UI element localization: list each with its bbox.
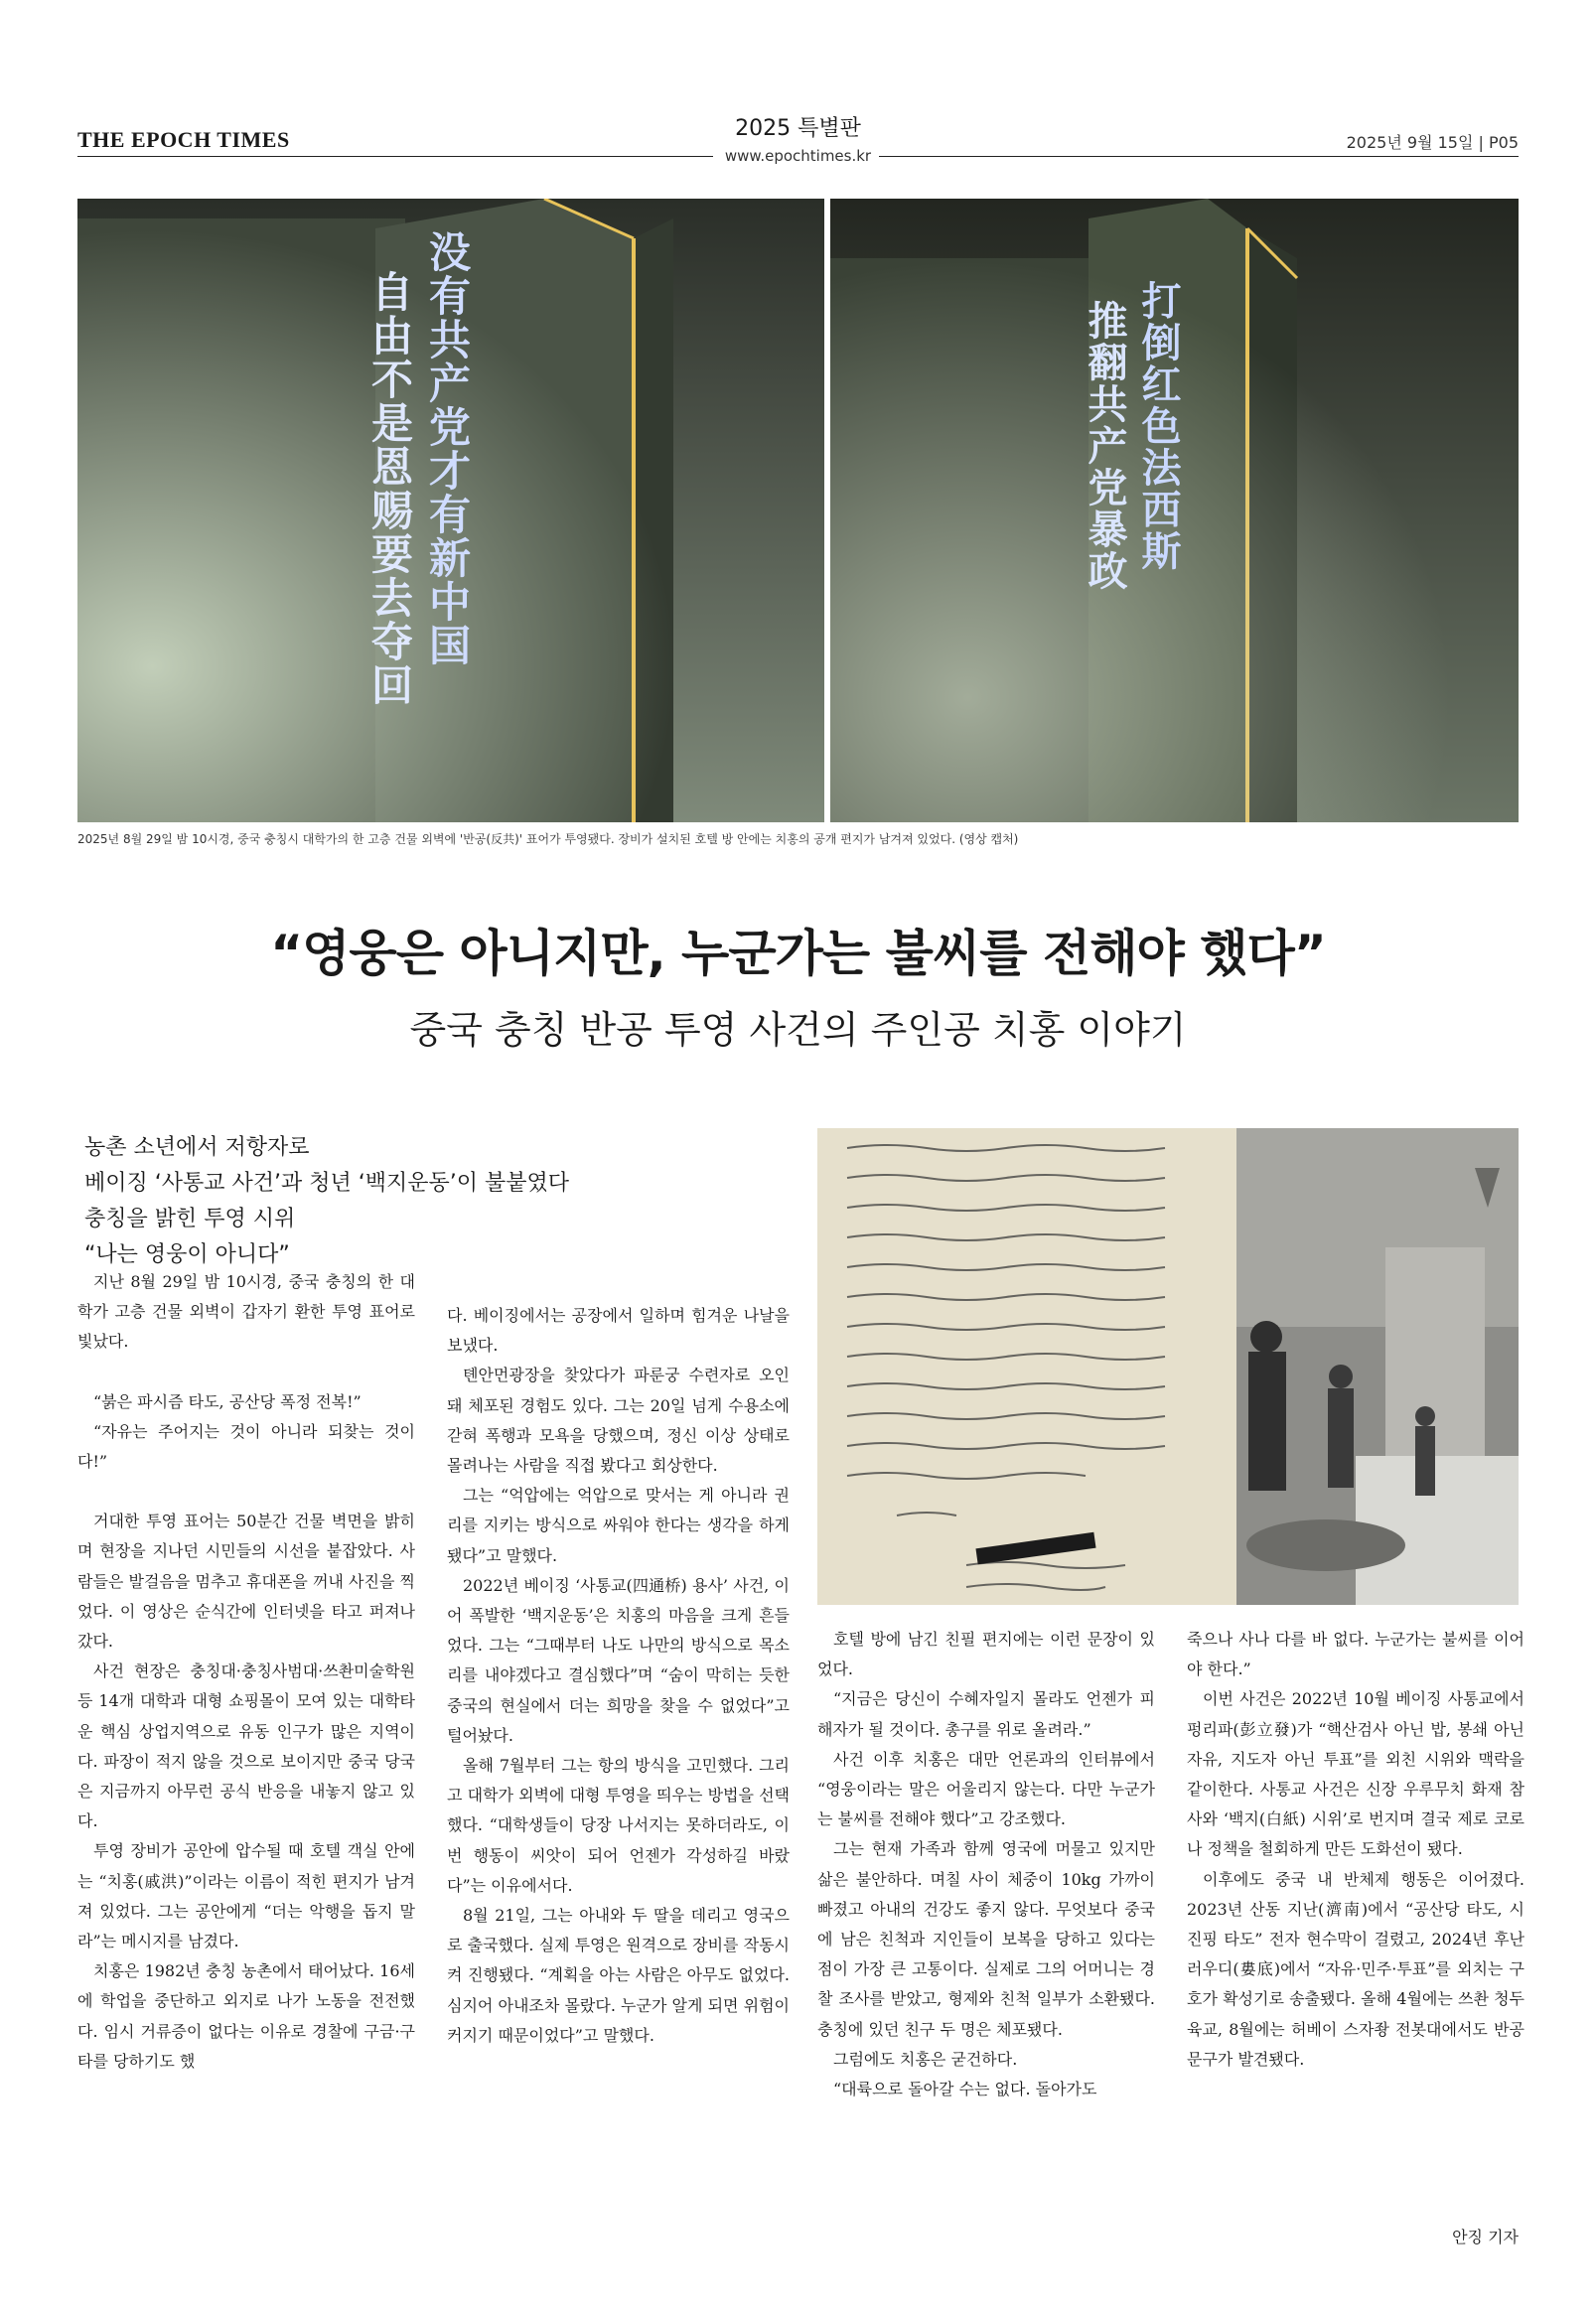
- summary-line: “나는 영웅이 아니다”: [84, 1242, 290, 1267]
- projected-text-left: [326, 230, 524, 767]
- paragraph: 8월 21일, 그는 아내와 두 딸을 데리고 영국으로 출국했다. 실제 투영은 원격으로 장비를 작동시켜 진행됐다. “계획을 아는 사람은 아무도 없었다. 심지어 아내조차 몰랐다. 누군가 알게 되면 위험이 커지기 때문이었다”고 말했다.: [447, 1906, 790, 2045]
- paragraph: 2022년 베이징 ‘사통교(四通桥) 용사’ 사건, 이어 폭발한 ‘백지운동’은 치홍의 마음을 크게 흔들었다. 그는 “그때부터 나도 나만의 방식으로 목소리를 내야겠다고 결심했다”며 “숨이 막히는 듯한 중국의 현실에서 더는 희망을 찾을 수 없었다”고 털어놨다.: [447, 1575, 790, 1745]
- site-url[interactable]: www.epochtimes.kr: [724, 147, 872, 165]
- paragraph: 다. 베이징에서는 공장에서 일하며 힘겨운 나날을 보냈다.: [447, 1306, 790, 1356]
- banner-left-line1: 没有共产党才有新中国: [423, 230, 472, 667]
- banner-left-line2: 自由不是恩赐要去夺回: [365, 270, 414, 707]
- paragraph: 투영 장비가 공안에 압수될 때 호텔 객실 안에는 “치홍(戚洪)”이라는 이름이 적힌 편지가 남겨져 있었다. 그는 공안에게 “더는 악행을 돕지 말라”는 메시지를 남겼다.: [77, 1841, 415, 1951]
- banner-right-line2: 推翻共产党暴政: [1082, 300, 1127, 592]
- article-column-1: [77, 1267, 415, 2077]
- paragraph: 거대한 투영 표어는 50분간 건물 벽면을 밝히며 현장을 지나던 시민들의 시선을 붙잡았다. 사람들은 발걸음을 멈추고 휴대폰을 꺼내 사진을 찍었다. 이 영상은 순식간에 인터넷을 타고 퍼져나갔다.: [77, 1512, 415, 1652]
- headline: “영웅은 아니지만, 누군가는 불씨를 전해야 했다”: [270, 925, 1326, 982]
- article-column-4: [1187, 1625, 1524, 2075]
- paragraph: 그럼에도 치홍은 굳건하다.: [833, 2049, 1018, 2069]
- subheadline: 중국 충칭 반공 투영 사건의 주인공 치홍 이야기: [409, 1008, 1187, 1052]
- paragraph: 그는 “억압에는 억압으로 맞서는 게 아니라 권리를 지키는 방식으로 싸워야 한다는 생각을 하게 됐다”고 말했다.: [447, 1486, 790, 1565]
- article-column-2: [447, 1301, 790, 2051]
- paragraph: 죽으나 사나 다를 바 없다. 누군가는 불씨를 이어야 한다.”: [1187, 1630, 1524, 1679]
- summary-line: 베이징 ‘사통교 사건’과 청년 ‘백지운동’이 불붙였다: [84, 1171, 569, 1196]
- paragraph: “대륙으로 돌아갈 수는 없다. 돌아가도: [833, 2080, 1097, 2099]
- paragraph: 사건 현장은 충칭대·충칭사범대·쓰촨미술학원 등 14개 대학과 대형 쇼핑몰이 모여 있는 대학타운 핵심 상업지역으로 유동 인구가 많은 지역이다. 파장이 적지 않을 것으로 보이지만 중국 당국은 지금까지 아무런 공식 반응을 내놓지 않고 있다.: [77, 1661, 415, 1831]
- summary-box: [84, 1130, 569, 1273]
- paragraph: 지난 8월 29일 밤 10시경, 중국 충칭의 한 대학가 고층 건물 외벽이 갑자기 환한 투영 표어로 빛났다.: [77, 1272, 415, 1352]
- summary-line: 농촌 소년에서 저항자로: [84, 1135, 310, 1160]
- paragraph: “붉은 파시즘 타도, 공산당 폭정 전복!”: [93, 1391, 362, 1411]
- header-rule-left: [77, 156, 713, 157]
- summary-line: 충칭을 밝힌 투영 시위: [84, 1207, 296, 1231]
- paragraph: 이후에도 중국 내 반체제 행동은 이어졌다. 2023년 산동 지난(濟南)에서 “공산당 타도, 시진핑 타도” 전자 현수막이 걸렸고, 2024년 후난 러우디(婁底)에서 “자유·민주·투표”를 외치는 구호가 확성기로 송출됐다. 올해 4월에는 쓰촨 청두 육교, 8월에는 허베이 스자좡 전봇대에서도 반공 문구가 발견됐다.: [1187, 1869, 1524, 2069]
- paragraph: 호텔 방에 남긴 친필 편지에는 이런 문장이 있었다.: [817, 1630, 1155, 1679]
- paragraph: 사건 이후 치홍은 대만 언론과의 인터뷰에서 “영웅이라는 말은 어울리지 않는다. 다만 누군가는 불씨를 전해야 했다”고 강조했다.: [817, 1749, 1155, 1829]
- paragraph: “지금은 당신이 수혜자일지 몰라도 언젠가 피해자가 될 것이다. 총구를 위로 올려라.”: [817, 1689, 1155, 1739]
- photo-handwritten-letter: [817, 1128, 1236, 1605]
- paragraph: 올해 7월부터 그는 항의 방식을 고민했다. 그리고 대학가 외벽에 대형 투영을 띄우는 방법을 선택했다. “대학생들이 당장 나서지는 못하더라도, 이번 행동이 씨앗이 되어 언젠가 각성하길 바랐다”는 이유에서다.: [447, 1756, 790, 1895]
- byline: 안징 기자: [1452, 2228, 1519, 2246]
- header-rule-right: [879, 156, 1519, 157]
- banner-right-line1: 打倒红色法西斯: [1135, 280, 1181, 572]
- paragraph: 치홍은 1982년 충칭 농촌에서 태어났다. 16세에 학업을 중단하고 외지로 나가 노동을 전전했다. 임시 거류증이 없다는 이유로 경찰에 구금·구타를 당하기도 했: [77, 1961, 415, 2071]
- photo-hotel-room: [1236, 1128, 1519, 1605]
- paragraph: 그는 현재 가족과 함께 영국에 머물고 있지만 삶은 불안하다. 며칠 사이 체중이 10kg 가까이 빠졌고 아내의 건강도 좋지 않다. 무엇보다 중국에 남은 친척과 지인들이 보복을 당하고 있다는 점이 가장 큰 고통이다. 실제로 그의 어머니는 경찰 조사를 받았고, 형제와 친척 일부가 소환됐다. 충칭에 있던 친구 두 명은 체포됐다.: [817, 1839, 1155, 2039]
- photo-caption: 2025년 8월 29일 밤 10시경, 중국 충칭시 대학가의 한 고층 건물 외벽에 '반공(反共)' 표어가 투영됐다. 장비가 설치된 호텔 방 안에는 치홍의 공개 편지가 남겨져 있었다. (영상 캡처): [77, 832, 1019, 846]
- masthead: THE EPOCH TIMES: [77, 127, 290, 152]
- edition-title: 2025 특별판: [735, 116, 861, 141]
- paragraph: 이번 사건은 2022년 10월 베이징 사통교에서 펑리파(彭立發)가 “핵산검사 아닌 밥, 봉쇄 아닌 자유, 지도자 아닌 투표”를 외친 시위와 맥락을 같이한다. 사통교 사건은 신장 우루무치 화재 참사와 ‘백지(白紙) 시위’로 번지며 결국 제로 코로나 정책을 철회하게 만든 도화선이 됐다.: [1187, 1689, 1524, 1859]
- article-column-3: [817, 1625, 1155, 2104]
- dateline: 2025년 9월 15일 | P05: [1346, 133, 1519, 152]
- projected-text-right: [1078, 280, 1227, 697]
- paragraph: “자유는 주어지는 것이 아니라 되찾는 것이다!”: [77, 1421, 415, 1472]
- paragraph: 톈안먼광장을 찾았다가 파룬궁 수련자로 오인돼 체포된 경험도 있다. 그는 20일 넘게 수용소에 갇혀 폭행과 모욕을 당했으며, 정신 이상 상태로 몰려나는 사람을 직접 봤다고 회상한다.: [447, 1366, 790, 1476]
